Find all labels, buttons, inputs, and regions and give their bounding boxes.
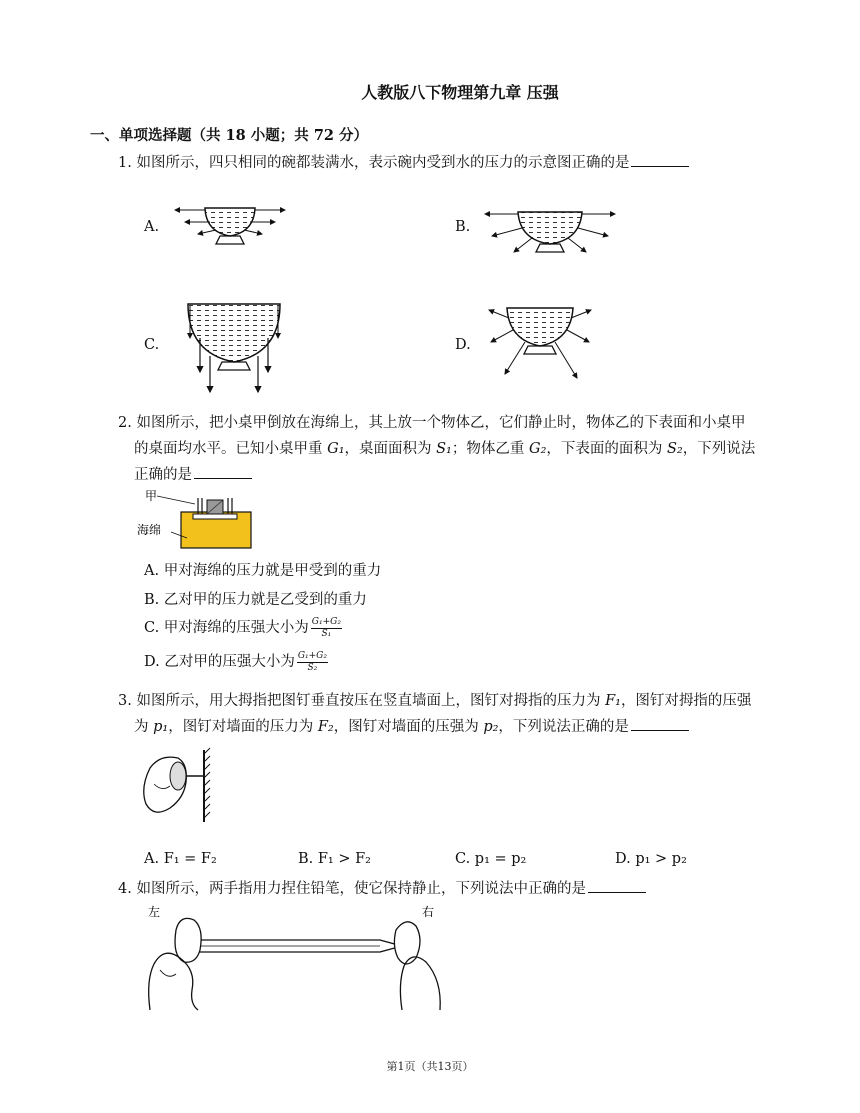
option-b: B. F₁ > F₂	[298, 851, 371, 867]
option-a: A. F₁ = F₂	[144, 851, 217, 867]
question-text: 正确的是	[134, 467, 192, 483]
page-footer: 第1页（共13页）	[386, 1060, 474, 1073]
question-text: 如图所示，两手指用力捏住铅笔，使它保持静止，下列说法中正确的是	[136, 881, 586, 897]
option-c: C.	[144, 337, 160, 353]
question-text: ，图钉对拇指的压强	[620, 693, 752, 709]
question-2	[118, 410, 778, 488]
option-c: C. p₁ = p₂	[455, 851, 527, 867]
question-number: 1.	[118, 155, 132, 171]
question-text: ，下表面的面积为	[546, 441, 667, 457]
question-text: 为	[134, 719, 154, 735]
bowl-diagram-c	[180, 298, 290, 398]
symbol-p1: p₁	[153, 719, 169, 735]
symbol-f2: F₂	[317, 719, 334, 735]
option-c	[144, 616, 342, 640]
question-text: ，下列说法正确的是	[498, 719, 629, 735]
bowl-diagram-d	[485, 300, 595, 385]
option-text: C. 甲对海绵的压强大小为	[144, 620, 309, 636]
thumb-pin-diagram	[140, 748, 220, 826]
question-text: 的桌面均水平。已知小桌甲重	[134, 441, 328, 457]
option-text: D. 乙对甲的压强大小为	[144, 654, 295, 670]
question-text: ，下列说法	[682, 441, 756, 457]
question-text-line1: 如图所示，把小桌甲倒放在海绵上，其上放一个物体乙，它们静止时，物体乙的下表面和小桌甲	[136, 415, 746, 431]
option-a: A. 甲对海绵的压力就是甲受到的重力	[144, 563, 382, 579]
option-b: B.	[455, 219, 471, 235]
symbol-f1: F₁	[605, 693, 621, 709]
question-text: ，图钉对墙面的压力为	[168, 719, 318, 735]
symbol-s1: S₁	[436, 441, 452, 457]
answer-blank	[631, 716, 689, 731]
symbol-s2: S₂	[667, 441, 683, 457]
question-text: ，图钉对墙面的压强为	[333, 719, 484, 735]
pencil-fingers-diagram	[140, 900, 460, 1010]
question-text: ；物体乙重	[451, 441, 529, 457]
fraction: $\frac{\text{G₁+G₂}}{\text{S₂}}$	[297, 650, 327, 673]
question-text: 如图所示，用大拇指把图钉垂直按压在竖直墙面上，图钉对拇指的压力为	[136, 693, 606, 709]
option-d	[144, 650, 328, 674]
question-number: 4.	[118, 881, 132, 897]
fraction: $\frac{\text{G₁+G₂}}{\text{S₁}}$	[311, 616, 341, 639]
option-d: D. p₁ > p₂	[615, 851, 687, 867]
section-heading: 一、单项选择题（共 18 小题；共 72 分）	[90, 127, 369, 144]
sponge-table-diagram	[135, 488, 255, 552]
question-text: 如图所示，四只相同的碗都装满水，表示碗内受到水的压力的示意图正确的是	[136, 155, 630, 171]
question-number: 2.	[118, 415, 132, 431]
question-text: ，桌面面积为	[344, 441, 437, 457]
symbol-p2: p₂	[483, 719, 499, 735]
question-3	[118, 688, 778, 740]
label-right: 右	[422, 905, 435, 919]
symbol-g2: G₂	[528, 441, 547, 457]
question-1	[118, 150, 768, 176]
answer-blank	[631, 152, 689, 167]
page-title: 人教版八下物理第九章 压强	[361, 83, 559, 102]
answer-blank	[194, 464, 252, 479]
question-4	[118, 876, 768, 902]
label-sponge: 海绵	[137, 523, 162, 537]
question-number: 3.	[118, 693, 132, 709]
option-d: D.	[455, 337, 471, 353]
option-b: B. 乙对甲的压力就是乙受到的重力	[144, 592, 367, 608]
option-a: A.	[144, 219, 160, 235]
label-jia: 甲	[145, 489, 158, 503]
bowl-diagram-a	[170, 200, 290, 250]
bowl-diagram-b	[480, 200, 620, 260]
label-left: 左	[148, 905, 161, 919]
answer-blank	[588, 878, 646, 893]
symbol-g1: G₁	[327, 441, 345, 457]
